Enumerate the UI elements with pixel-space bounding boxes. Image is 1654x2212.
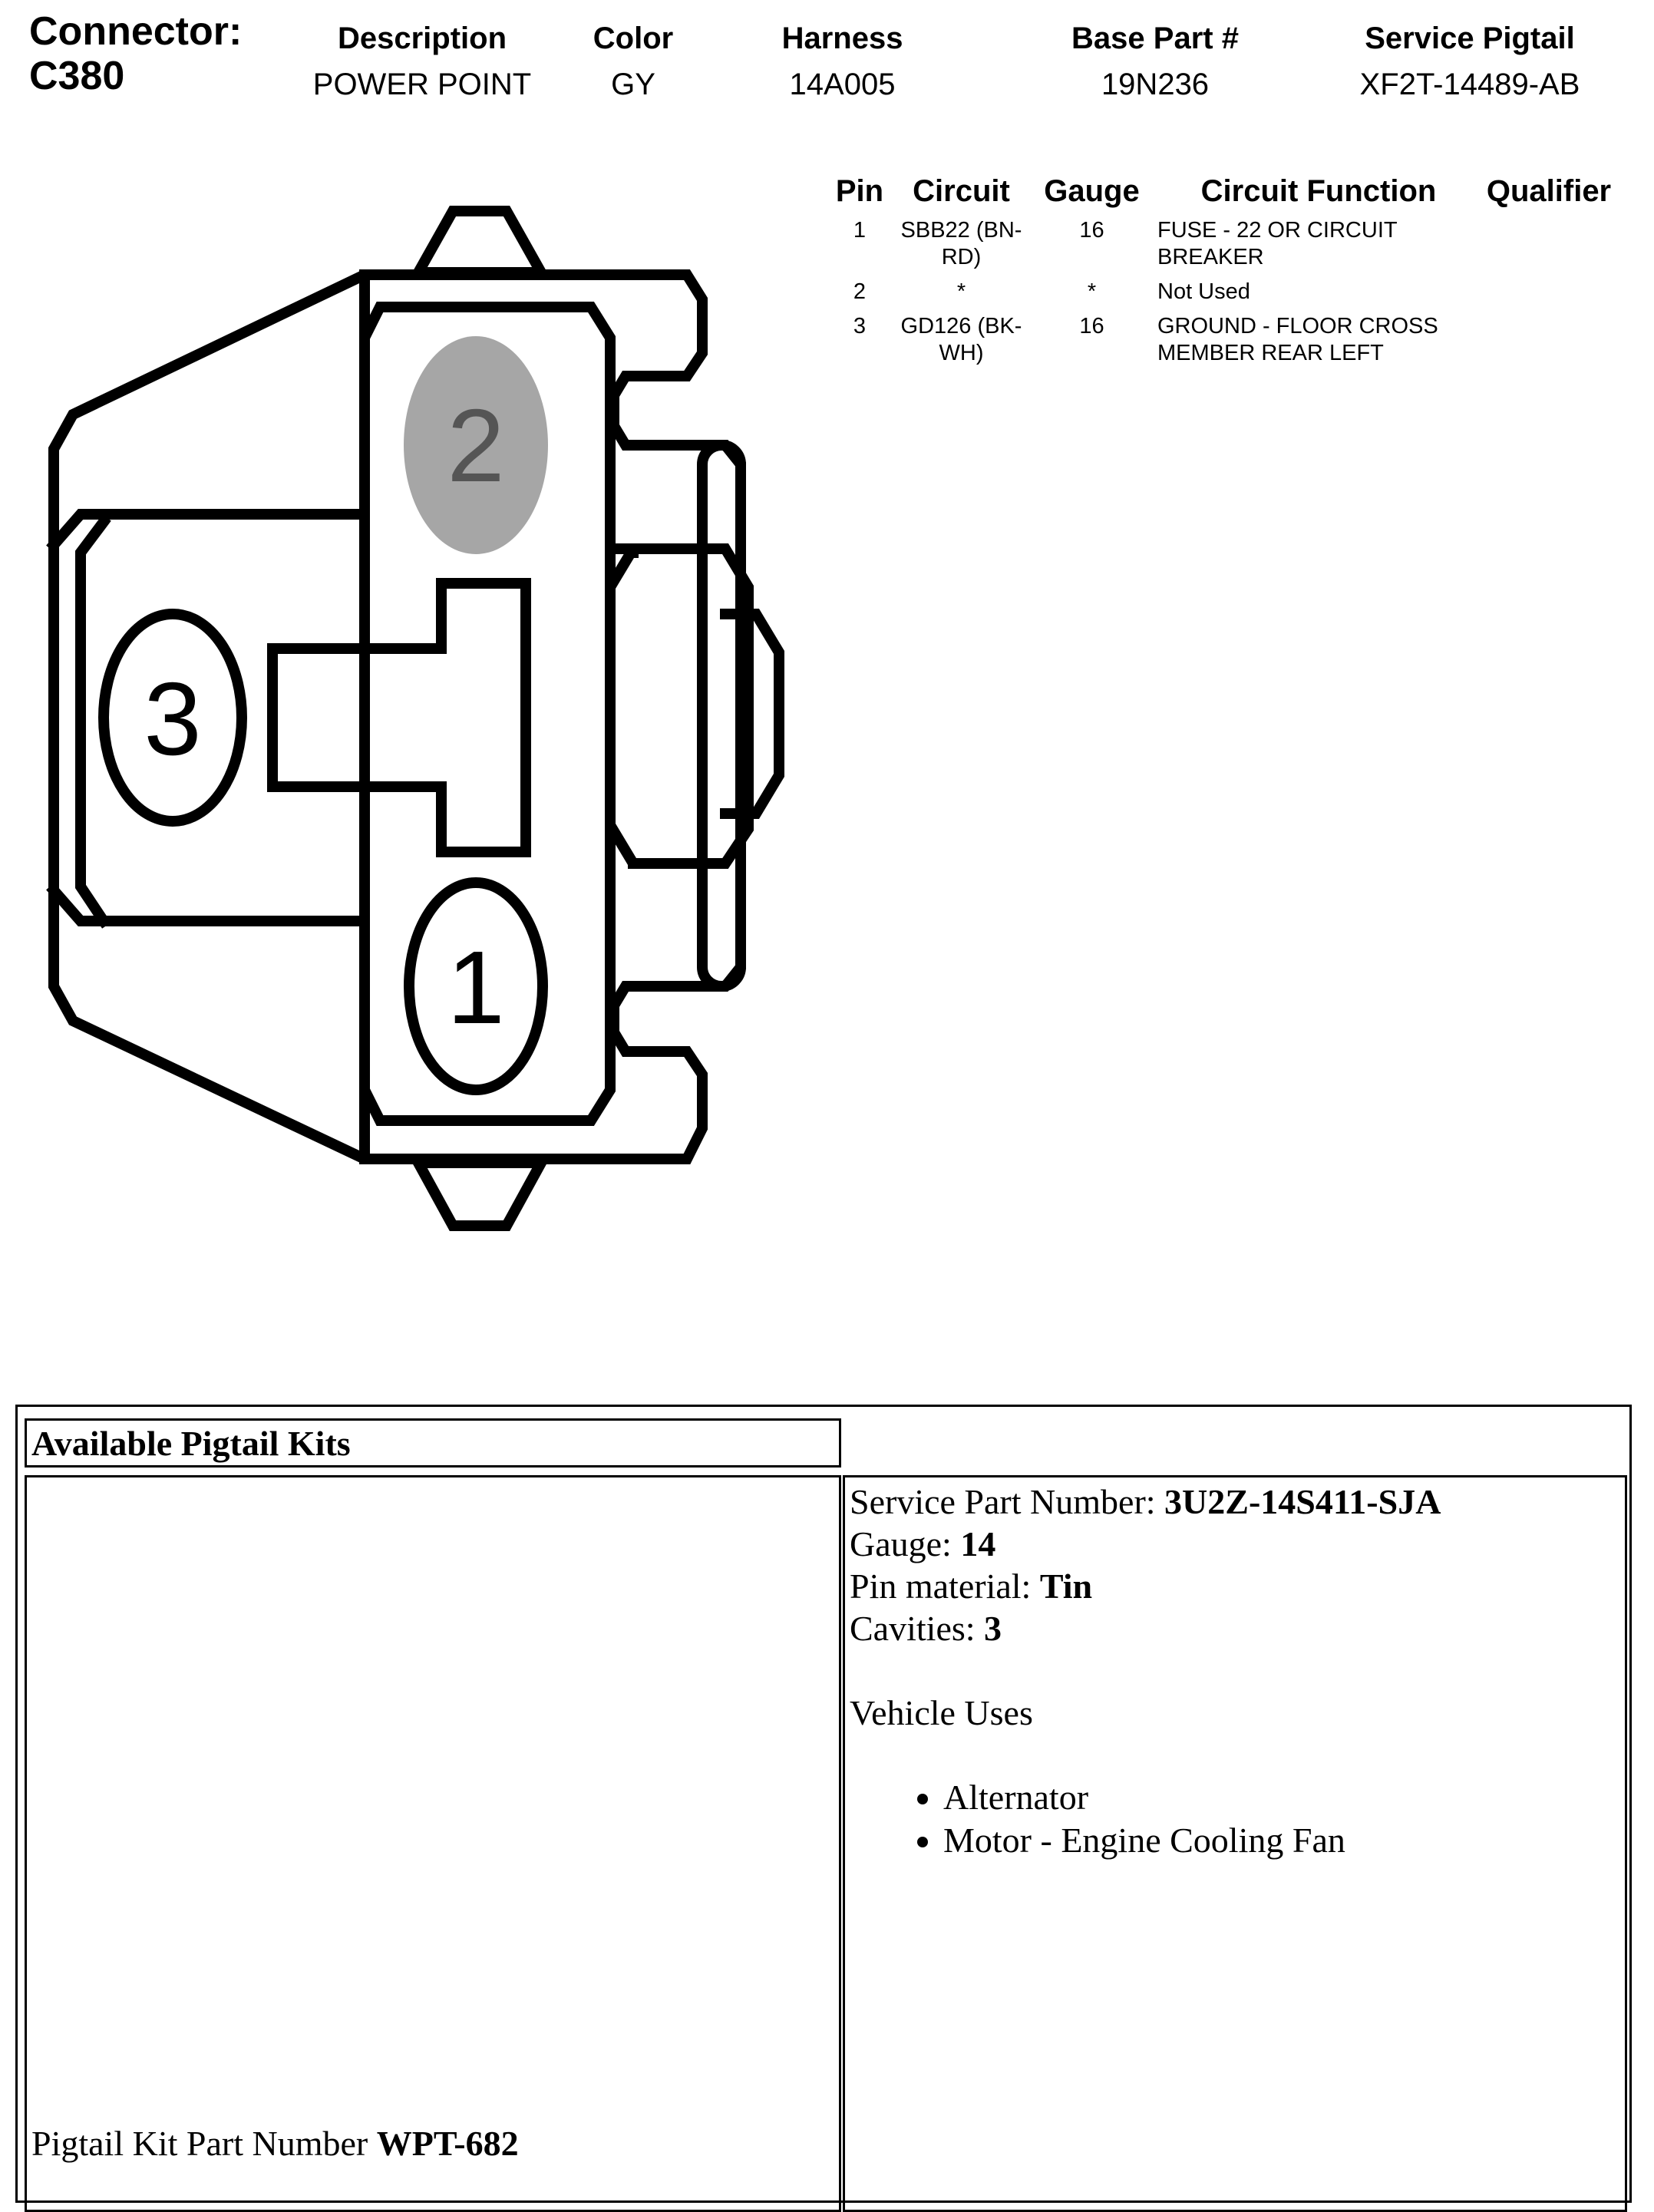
list-item: • Alternator [943, 1776, 1620, 1819]
circuit: * [956, 279, 966, 304]
gauge: * [1087, 279, 1097, 304]
upper-cutout-line [54, 275, 365, 545]
header-harness [737, 15, 948, 107]
cavities-value: 3 [984, 1609, 1002, 1648]
bottom-latch [418, 1163, 541, 1226]
pin-table-header-row [829, 173, 1618, 217]
gauge: 16 [1079, 218, 1104, 243]
cavities-label: Cavities: [850, 1609, 985, 1648]
service-part-value: 3U2Z-14S411-SJA [1164, 1482, 1441, 1521]
vehicle-uses-heading: Vehicle Uses [850, 1693, 1033, 1732]
header-color-label: Color [593, 21, 674, 55]
lower-cutout-line [54, 890, 365, 1159]
header-base-part-value: 19N236 [1101, 68, 1210, 101]
kit-gauge-value: 14 [960, 1524, 996, 1563]
header-harness-value: 14A005 [789, 68, 896, 101]
header-service-pigtail-value: XF2T-14489-AB [1359, 68, 1580, 101]
header-description-label: Description [337, 21, 507, 55]
header-service-pigtail [1320, 15, 1619, 107]
top-latch [418, 211, 541, 272]
col-gauge: Gauge [1044, 174, 1140, 208]
pigtail-kits-heading: Available Pigtail Kits [25, 1418, 841, 1468]
circuit-function: FUSE - 22 OR CIRCUIT BREAKER [1157, 218, 1398, 269]
pigtail-kit-details [843, 1475, 1627, 2212]
list-item: • Motor - Engine Cooling Fan [943, 1819, 1620, 1862]
header-description-value: POWER POINT [312, 68, 532, 101]
pigtail-kit-part-value: WPT-682 [376, 2124, 519, 2163]
qualifier [1480, 279, 1618, 313]
qualifier [1480, 313, 1618, 375]
header-base-part-label: Base Part # [1071, 21, 1239, 55]
kit-gauge-label: Gauge: [850, 1524, 961, 1563]
table-row [829, 313, 1618, 375]
col-pin: Pin [835, 174, 884, 208]
pigtail-kit-part-number [31, 2122, 519, 2165]
cavity-2-label: 2 [447, 388, 505, 503]
header-base-part [1036, 15, 1274, 107]
pin-number: 2 [853, 279, 867, 304]
circuit-function: Not Used [1157, 279, 1250, 304]
table-row [829, 217, 1618, 279]
connector-title [29, 9, 242, 98]
gauge: 16 [1079, 314, 1104, 338]
col-qualifier: Qualifier [1486, 174, 1612, 208]
header-color-value: GY [611, 68, 655, 101]
header-service-pigtail-label: Service Pigtail [1365, 21, 1575, 55]
connector-label: Connector: [29, 9, 243, 54]
header-harness-label: Harness [781, 21, 903, 55]
service-part-number [850, 1481, 1620, 1523]
circuit: GD126 (BK-WH) [900, 314, 1022, 365]
pigtail-kit-image-panel [25, 1475, 841, 2212]
qualifier [1480, 217, 1618, 279]
table-row [829, 279, 1618, 313]
col-circuit: Circuit [913, 174, 1010, 208]
pin-table [829, 173, 1618, 375]
pin-material [850, 1565, 1620, 1607]
service-part-label: Service Part Number: [850, 1482, 1165, 1521]
pigtail-kit-part-label: Pigtail Kit Part Number [31, 2124, 377, 2163]
header-description [303, 15, 541, 107]
polarizing-key [272, 583, 526, 852]
circuit: SBB22 (BN-RD) [900, 218, 1022, 269]
vehicle-uses-list [850, 1776, 1620, 1862]
pin-material-label: Pin material: [850, 1567, 1040, 1606]
circuit-function: GROUND - FLOOR CROSS MEMBER REAR LEFT [1157, 314, 1438, 365]
cavity-1-label: 1 [447, 929, 505, 1045]
pin-material-value: Tin [1039, 1567, 1093, 1606]
header-color [568, 15, 698, 107]
col-circuit-function: Circuit Function [1200, 174, 1437, 208]
connector-face-diagram [31, 192, 798, 1251]
kit-gauge [850, 1523, 1620, 1565]
connector-id: C380 [29, 54, 125, 98]
right-rail [702, 445, 741, 986]
cavities [850, 1607, 1620, 1649]
pin-number: 3 [853, 314, 867, 338]
pin-number: 1 [853, 218, 867, 243]
cavity-3-label: 3 [144, 661, 202, 777]
